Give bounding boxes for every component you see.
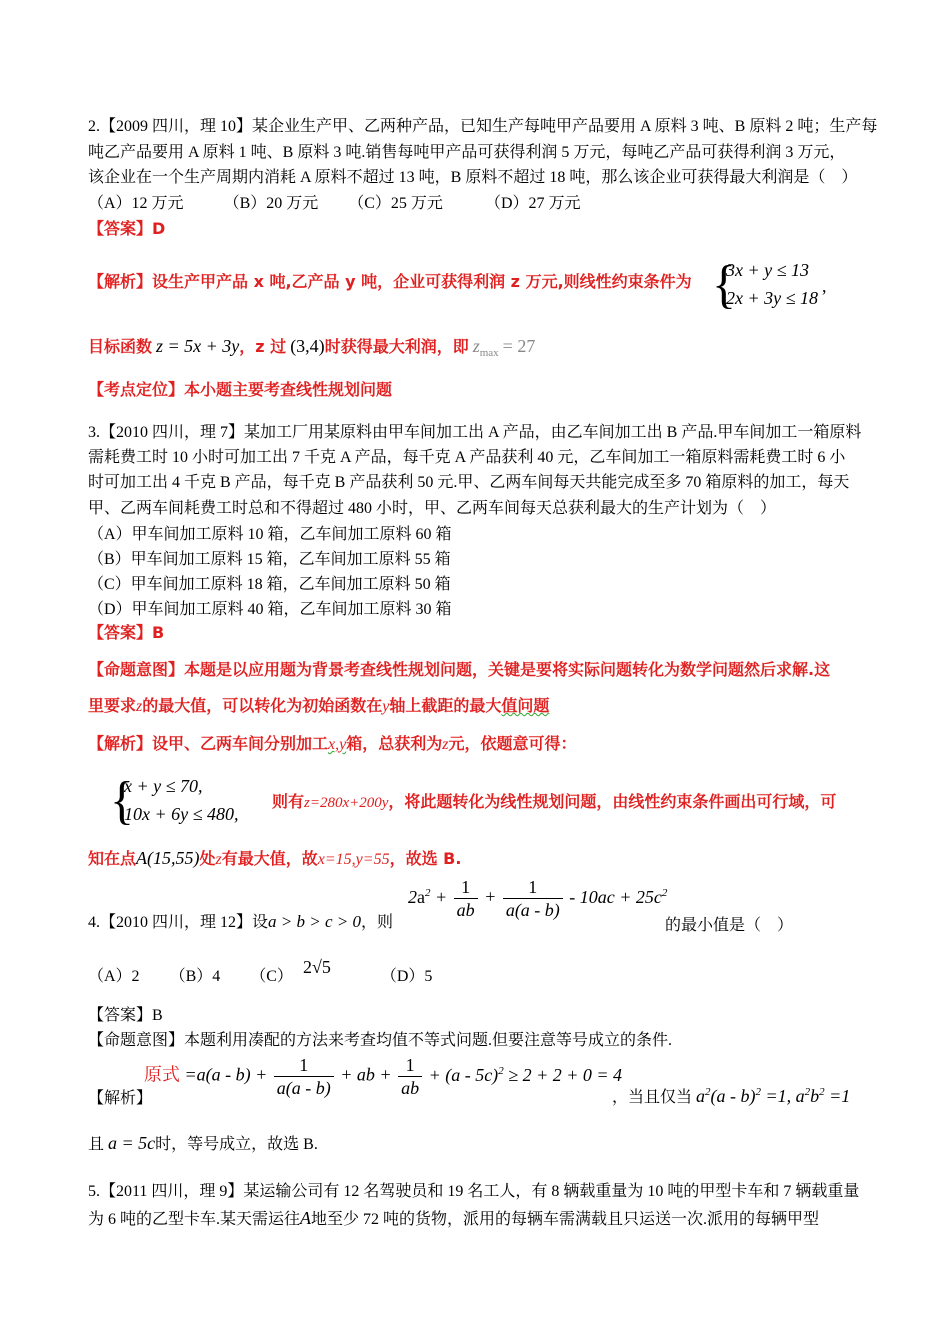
p5-line-1: 5.【2011 四川，理 9】某运输公司有 12 名驾驶员和 19 名工人，有 8 辆载重量为 10 吨的甲型卡车和 7 辆载重量 [88, 1183, 860, 1200]
p4-then: ，则 [360, 914, 393, 931]
p3-know-d: ，故选 B. [389, 849, 462, 868]
p4-last-a: 且 [88, 1136, 105, 1153]
p3-know-c: 有最大值，故 [221, 849, 318, 868]
p4-mingti: 【命题意图】本题利用凑配的方法来考查均值不等式问题.但要注意等号成立的条件. [88, 1032, 673, 1049]
p3-line-2: 需耗费工时 10 小时可加工出 7 千克 A 产品，每千克 A 产品获利 40 元，乙车间加工一箱原料需耗费工时 6 小 [88, 449, 846, 466]
p3-option-a: （A）甲车间加工原料 10 箱，乙车间加工原料 60 箱 [88, 526, 452, 543]
p3-know-b: 处 [199, 849, 216, 868]
p2-goal-point: (3,4) [290, 336, 325, 356]
p2-constraint-2: 2x + 3y ≤ 18 [726, 288, 819, 308]
p2-goal-equation: z = 5x + 3y [156, 336, 240, 356]
p3-jiexi [88, 734, 576, 755]
p4-expression: $2a^2$ + $\frac{1}{ab}$ + $\frac{1}{a(a - b)}$ - $10ac + 25c^2$ [408, 877, 668, 920]
p3-jiexi-xy: x,y [328, 736, 347, 753]
p3-know-xy: x=15,y=55 [317, 851, 390, 868]
p4-solution-expression: 原式 =a(a - b) + $\frac{1}{a(a - b)}$ + ab + $\frac{1}{ab}$ + (a - 5c)$^2$ ≥ 2 + 2 + 0 = 4 [144, 1055, 623, 1098]
p3-mingti-z: z [136, 698, 143, 715]
p2-line-1: 2.【2009 四川，理 10】某企业生产甲、乙两种产品，已知生产每吨甲产品要用 A 原料 3 吨、B 原料 2 吨；生产每 [88, 118, 878, 135]
p3-know-a: 知在点 [88, 849, 137, 868]
p3-mingti-2 [88, 696, 549, 717]
p4-answer: 【答案】B [88, 1007, 163, 1024]
p3-line-4a: 甲、乙两车间耗费工时总和不得超过 480 小时，甲、乙两车间每天 [88, 500, 553, 517]
p4-stem [88, 912, 393, 933]
p4-condition: a > b > c > 0 [268, 912, 361, 931]
p3-mingti-2b: 的最大值，可以转化为初始函数在 [142, 696, 383, 715]
p3-option-b: （B）甲车间加工原料 15 箱，乙车间加工原料 55 箱 [88, 551, 451, 568]
p3-constraint-system: { x + y ≤ 70, 10x + 6y ≤ 480, [110, 770, 239, 830]
p2-constraint-1: 3x + y ≤ 13 [726, 260, 810, 280]
p3-jiexi-a: 【解析】设甲、乙两车间分别加工 [88, 734, 329, 753]
p3-then-a: 则有 [272, 792, 305, 811]
p4-lead: 4.【2010 四川，理 12】设 [88, 914, 269, 931]
p3-conclusion [88, 848, 461, 870]
p2-kaodian: 【考点定位】本小题主要考查线性规划问题 [88, 380, 393, 399]
p3-line-4b: 总获利最大的生产计划为（ ） [552, 500, 777, 517]
p2-goal-line [88, 336, 535, 363]
p3-jiexi-b: 箱，总获利为 [346, 734, 443, 753]
p2-option-c: （C）25 万元 [348, 195, 443, 212]
p3-option-c: （C）甲车间加工原料 18 箱，乙车间加工原料 50 箱 [88, 576, 451, 593]
p5-line-2a: 为 6 吨的乙型卡车.某天需运往 [88, 1211, 301, 1228]
p3-then-b: ，将此题转化为线性规划问题，由线性约束条件画出可行域，可 [388, 792, 837, 811]
p2-zmax-z: z [472, 336, 480, 356]
p2-zmax-value: = 27 [502, 336, 536, 356]
p3-line-1: 3.【2010 四川，理 7】某加工厂用某原料由甲车间加工出 A 产品，由乙车间加工出 B 产品.甲车间加工一箱原料 [88, 424, 862, 441]
p2-goal-mid: ，z 过 [239, 337, 287, 356]
p4-condition-text: ，当且仅当 $a^2(a - b)^2 =1$, $a^2b^2 =1$ [612, 1086, 851, 1106]
p4-tail2: ，当且仅当 [612, 1089, 693, 1106]
p3-mingti-2a: 里要求 [88, 696, 137, 715]
p2-option-d: （D）27 万元 [484, 195, 581, 212]
p3-mingti-1: 【命题意图】本题是以应用题为背景考查线性规划问题，关键是要将实际问题转化为数学问题然后求解.这 [88, 660, 831, 679]
p2-jiexi: 【解析】设生产甲产品 x 吨,乙产品 y 吨，企业可获得利润 z 万元,则线性约束条件为 [88, 272, 692, 291]
p2-answer: 【答案】D [88, 219, 166, 238]
p4-option-d: （D）5 [380, 968, 433, 985]
p3-line-3: 时可加工出 4 千克 B 产品，每千克 B 产品获利 50 元.甲、乙两车间每天共能完成至多 70 箱原料的加工，每天 [88, 474, 850, 491]
p4-option-a: （A）2 [88, 968, 140, 985]
p4-yuanshi: 原式 [144, 1064, 180, 1086]
p4-option-c: （C） [250, 968, 293, 985]
p2-options [88, 194, 581, 214]
p3-constraint-1: x + y ≤ 70, [124, 776, 203, 796]
p4-option-b: （B）4 [169, 968, 221, 985]
p2-goal-tail: 时获得最大利润，即 [324, 337, 469, 356]
p2-option-b: （B）20 万元 [223, 195, 319, 212]
p4-tail: 的最小值是（ ） [665, 917, 794, 934]
p3-then-equation: z=280x+200y [304, 795, 389, 811]
p3-mingti-y: y [382, 698, 390, 715]
p3-jiexi-c: 元，依题意可得： [448, 734, 577, 753]
p3-line-4 [88, 499, 776, 519]
p3-jiexi-z: z [442, 736, 449, 753]
p4-option-c-value: 2√5 [302, 957, 331, 977]
p3-constraint-2: 10x + 6y ≤ 480, [124, 804, 239, 824]
p3-mingti-2d: 值问题 [501, 696, 550, 715]
p2-option-a: （A）12 万元 [88, 195, 184, 212]
p5-line-2b: 地至少 72 吨的货 [311, 1211, 432, 1228]
p2-zmax-sub: max [479, 347, 499, 360]
p3-then-line [272, 789, 836, 812]
p3-know-z: z [215, 851, 222, 868]
p2-goal-label: 目标函数 [88, 337, 153, 356]
p2-constraint-system: { 3x + y ≤ 13 2x + 3y ≤ 18 [712, 254, 819, 314]
p3-answer: 【答案】B [88, 623, 165, 642]
p4-jiexi-label: 【解析】 [88, 1090, 153, 1107]
p2-line-3: 该企业在一个生产周期内消耗 A 原料不超过 13 吨，B 原料不超过 18 吨，那么该企业可获得最大利润是（ ） [88, 169, 858, 186]
p3-mingti-2c: 轴上截距的最大 [389, 696, 502, 715]
p5-line-2-A: A [300, 1208, 312, 1228]
p5-line-2c: 物，派用的每辆车需满载且只运送一次.派用的每辆甲型 [431, 1211, 820, 1228]
p4-last-eq: a = 5c [108, 1133, 156, 1153]
p3-know-point: A(15,55) [136, 848, 200, 868]
p2-line-2: 吨乙产品要用 A 原料 1 吨、B 原料 3 吨.销售每吨甲产品可获得利润 5 万元，每吨乙产品可获得利润 3 万元， [88, 144, 846, 161]
p3-option-d: （D）甲车间加工原料 40 箱，乙车间加工原料 30 箱 [88, 601, 452, 618]
p2-comma: , [822, 276, 827, 296]
p4-options [88, 957, 433, 987]
p4-last-b: 时，等号成立，故选 B. [155, 1136, 318, 1153]
p5-line-2 [88, 1208, 819, 1230]
p4-last-line [88, 1133, 318, 1155]
